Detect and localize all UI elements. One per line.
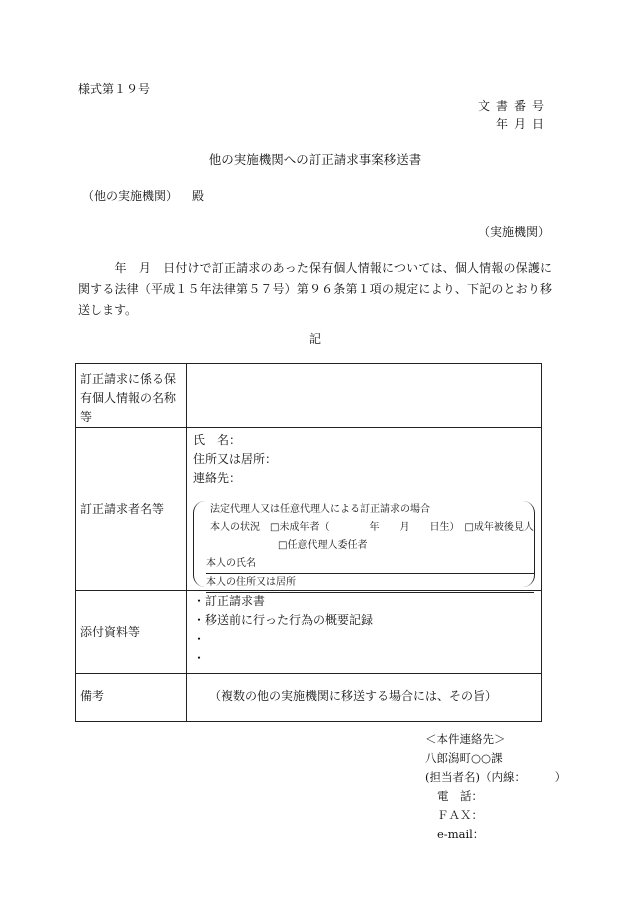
body-paragraph: 年 月 日付けで訂正請求のあった保有個人情報については、個人情報の保護に関する法律（平成１５年法律第５７号）第９６条第１項の規定により、下記のとおり移送します。 <box>78 261 552 317</box>
sender-agency: （実施機関） <box>477 225 550 239</box>
requester-label: 訂正請求者名等 <box>76 428 187 591</box>
addressee-honorific: 殿 <box>192 189 205 203</box>
attachments-label: 添付資料等 <box>76 591 187 674</box>
contact-fax: ＦＡＸ： <box>437 808 483 822</box>
principal-address-line: 本人の住所又は居所 <box>206 574 534 593</box>
contact-person: (担当者名)（内線： ） <box>425 770 567 784</box>
document-date-label: 年月日 <box>495 117 550 131</box>
agent-request-box <box>193 501 535 587</box>
addressee <box>82 188 204 204</box>
document-title: 他の実施機関への訂正請求事案移送書 <box>208 152 422 167</box>
table-row <box>76 674 542 722</box>
info-name-label: 訂正請求に係る保有個人情報の名称等 <box>76 364 187 428</box>
ki-heading: 記 <box>308 332 321 346</box>
voluntary-agent-option: □任意代理人委任者 <box>278 540 368 551</box>
info-name-cell <box>187 364 542 428</box>
table-row <box>76 591 542 674</box>
attachment-item: ・ <box>193 632 206 646</box>
form-number: 様式第１９号 <box>78 82 151 96</box>
remarks-text: （複数の他の実施機関に移送する場合には、その旨） <box>209 689 498 703</box>
agent-request-title: 法定代理人又は任意代理人による訂正請求の場合 <box>210 504 430 515</box>
attachment-item: ・訂正請求書 <box>193 594 266 608</box>
requester-contact-line: 連絡先： <box>193 471 242 485</box>
contact-email: e-mail： <box>437 827 485 841</box>
requester-address-line: 住所又は居所： <box>193 452 278 466</box>
table-row <box>76 364 542 428</box>
principal-name-line: 本人の氏名 <box>206 555 534 574</box>
requester-cell <box>187 428 542 591</box>
attachment-item: ・移送前に行った行為の概要記録 <box>193 613 374 627</box>
remarks-label: 備考 <box>76 674 187 722</box>
remarks-cell <box>187 674 542 722</box>
attachment-item: ・ <box>193 651 206 665</box>
contact-block <box>425 730 566 844</box>
document-number-label: 文書番号 <box>477 99 550 113</box>
contact-phone: 電 話： <box>437 789 483 803</box>
table-row <box>76 428 542 591</box>
contact-header: ＜本件連絡先＞ <box>425 732 506 746</box>
principal-status-line: 本人の状況 □未成年者（ 年 月 日生） □成年被後見人 <box>210 522 534 533</box>
addressee-name: （他の実施機関） <box>82 189 179 203</box>
transfer-details-table <box>75 363 542 722</box>
contact-department: 八郎潟町○○課 <box>425 751 503 765</box>
attachments-cell <box>187 591 542 674</box>
requester-name-line: 氏 名： <box>193 433 242 447</box>
